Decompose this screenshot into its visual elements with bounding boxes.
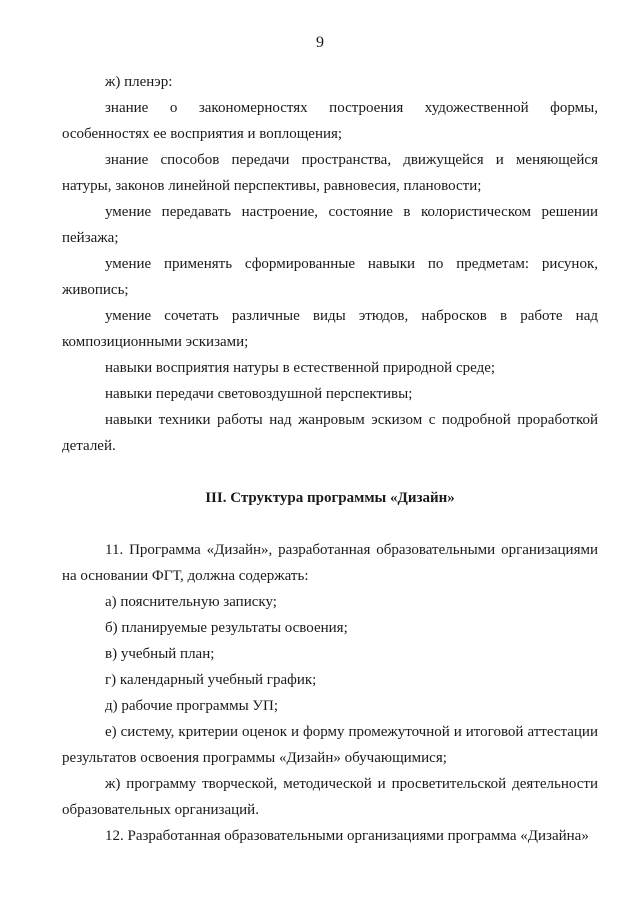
plenair-item: знание способов передачи пространства, движущейся и меняющейся натуры, законов линейной перспективы, равновесия, плановости; bbox=[62, 152, 598, 194]
program-component-item: в) учебный план; bbox=[105, 646, 215, 662]
paragraph-11: 11. Программа «Дизайн», разработанная образовательными организациями на основании ФГТ, должна содержать: bbox=[62, 542, 598, 584]
page-number: 9 bbox=[316, 34, 324, 51]
section-spacer bbox=[62, 511, 598, 537]
program-component-item: б) планируемые результаты освоения; bbox=[105, 620, 348, 636]
plenair-item: умение применять сформированные навыки по предметам: рисунок, живопись; bbox=[62, 256, 598, 298]
plenair-item: умение сочетать различные виды этюдов, набросков в работе над композиционными эскизами; bbox=[62, 308, 598, 350]
paragraph-12: 12. Разработанная образовательными организациями программа «Дизайна» bbox=[105, 828, 589, 844]
plenair-item: навыки техники работы над жанровым эскизом с подробной проработкой деталей. bbox=[62, 412, 598, 454]
plenair-item: навыки передачи световоздушной перспективы; bbox=[105, 386, 413, 402]
section-spacer bbox=[62, 459, 598, 485]
plenair-intro: ж) пленэр: bbox=[105, 74, 173, 90]
plenair-item: знание о закономерностях построения художественной формы, особенностях ее восприятия и воплощения; bbox=[62, 100, 598, 142]
program-component-item: ж) программу творческой, методической и просветительской деятельности образовательных организаций. bbox=[62, 776, 598, 818]
plenair-item: навыки восприятия натуры в естественной природной среде; bbox=[105, 360, 496, 376]
plenair-item: умение передавать настроение, состояние в колористическом решении пейзажа; bbox=[62, 204, 598, 246]
program-component-item: е) систему, критерии оценок и форму промежуточной и итоговой аттестации результатов освоения программы «Дизайн» обучающимися; bbox=[62, 724, 598, 766]
program-component-item: а) пояснительную записку; bbox=[105, 594, 277, 610]
page-content bbox=[62, 69, 598, 849]
program-component-item: г) календарный учебный график; bbox=[105, 672, 317, 688]
program-component-item: д) рабочие программы УП; bbox=[105, 698, 279, 714]
section-heading: III. Структура программы «Дизайн» bbox=[205, 490, 455, 506]
